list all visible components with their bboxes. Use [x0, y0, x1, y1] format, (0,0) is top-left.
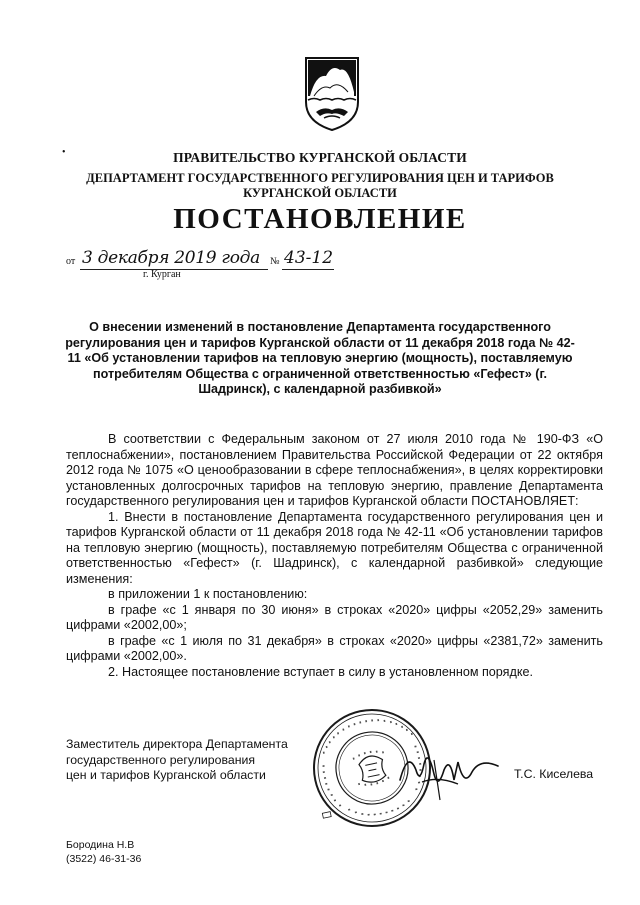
- department-name-line1: ДЕПАРТАМЕНТ ГОСУДАРСТВЕННОГО РЕГУЛИРОВАНИЯ ЦЕН И ТАРИФОВ: [86, 171, 554, 185]
- signer-position-line1: Заместитель директора Департамента: [66, 737, 288, 751]
- handwritten-signature: [394, 740, 504, 810]
- preamble-paragraph: В соответствии с Федеральным законом от 27 июля 2010 года № 190-ФЗ «О теплоснабжении», постановлением Правительства Российской Федерации от 22 октября 2012 года № 1075 «О ценообразовании в сфере теплоснабжения», в целях корректировки установленных долгосрочных тарифов на тепловую энергию, правление Департамента государственного регулирования цен и тарифов Курганской области ПОСТАНОВЛЯЕТ:: [66, 432, 603, 508]
- document-subject: О внесении изменений в постановление Департамента государственного регулирования цен и тарифов Курганской области от 11 декабря 2018 года № 42-11 «Об установлении тарифов на тепловую энергию (мощность), поставляемую потребителям Общества с ограниченной ответственностью «Гефест» (г. Шадринск), с календарной разбивкой»: [65, 320, 575, 397]
- number-underline: [282, 269, 334, 270]
- date-line: [66, 248, 366, 278]
- item-2-paragraph: 2. Настоящее постановление вступает в силу в установленном порядке.: [108, 664, 533, 679]
- signer-position: [66, 737, 288, 784]
- executor-info: [66, 838, 141, 866]
- executor-name: Бородина Н.В: [66, 839, 135, 851]
- document-number: 43-12: [284, 248, 334, 268]
- department-name-line2: КУРГАНСКОЙ ОБЛАСТИ: [243, 186, 397, 200]
- signer-position-line3: цен и тарифов Курганской области: [66, 768, 266, 782]
- item-1-change-a: в графе «с 1 января по 30 июня» в строках «2020» цифры «2052,29» заменить цифрами «2002,00»;: [66, 602, 603, 632]
- item-1-appendix: в приложении 1 к постановлению:: [108, 587, 308, 601]
- signer-position-line2: государственного регулирования: [66, 752, 256, 767]
- item-1-change-b: в графе «с 1 июля по 31 декабря» в строках «2020» цифры «2381,72» заменить цифрами «2002,00».: [66, 633, 603, 663]
- executor-phone: (3522) 46-31-36: [66, 853, 142, 865]
- document-date: 3 декабря 2019 года: [82, 248, 260, 268]
- document-body: [66, 432, 603, 680]
- document-type-title: ПОСТАНОВЛЕНИЕ: [173, 203, 467, 235]
- signer-name: Т.С. Киселева: [514, 767, 594, 781]
- date-prefix: от: [66, 256, 76, 267]
- number-prefix: №: [270, 256, 280, 267]
- coat-of-arms-emblem: [302, 56, 362, 132]
- city-label: г. Курган: [143, 269, 181, 280]
- government-name: ПРАВИТЕЛЬСТВО КУРГАНСКОЙ ОБЛАСТИ: [173, 150, 467, 165]
- item-1-paragraph: 1. Внести в постановление Департамента государственного регулирования цен и тарифов Курганской области от 11 декабря 2018 года № 42-11 «Об установлении тарифов на тепловую энергию (мощность), поставляемую потребителям Общества с ограниченной ответственностью «Гефест» (г. Шадринск), с календарной разбивкой» следующие изменения:: [66, 509, 603, 586]
- margin-dot: •: [62, 147, 66, 158]
